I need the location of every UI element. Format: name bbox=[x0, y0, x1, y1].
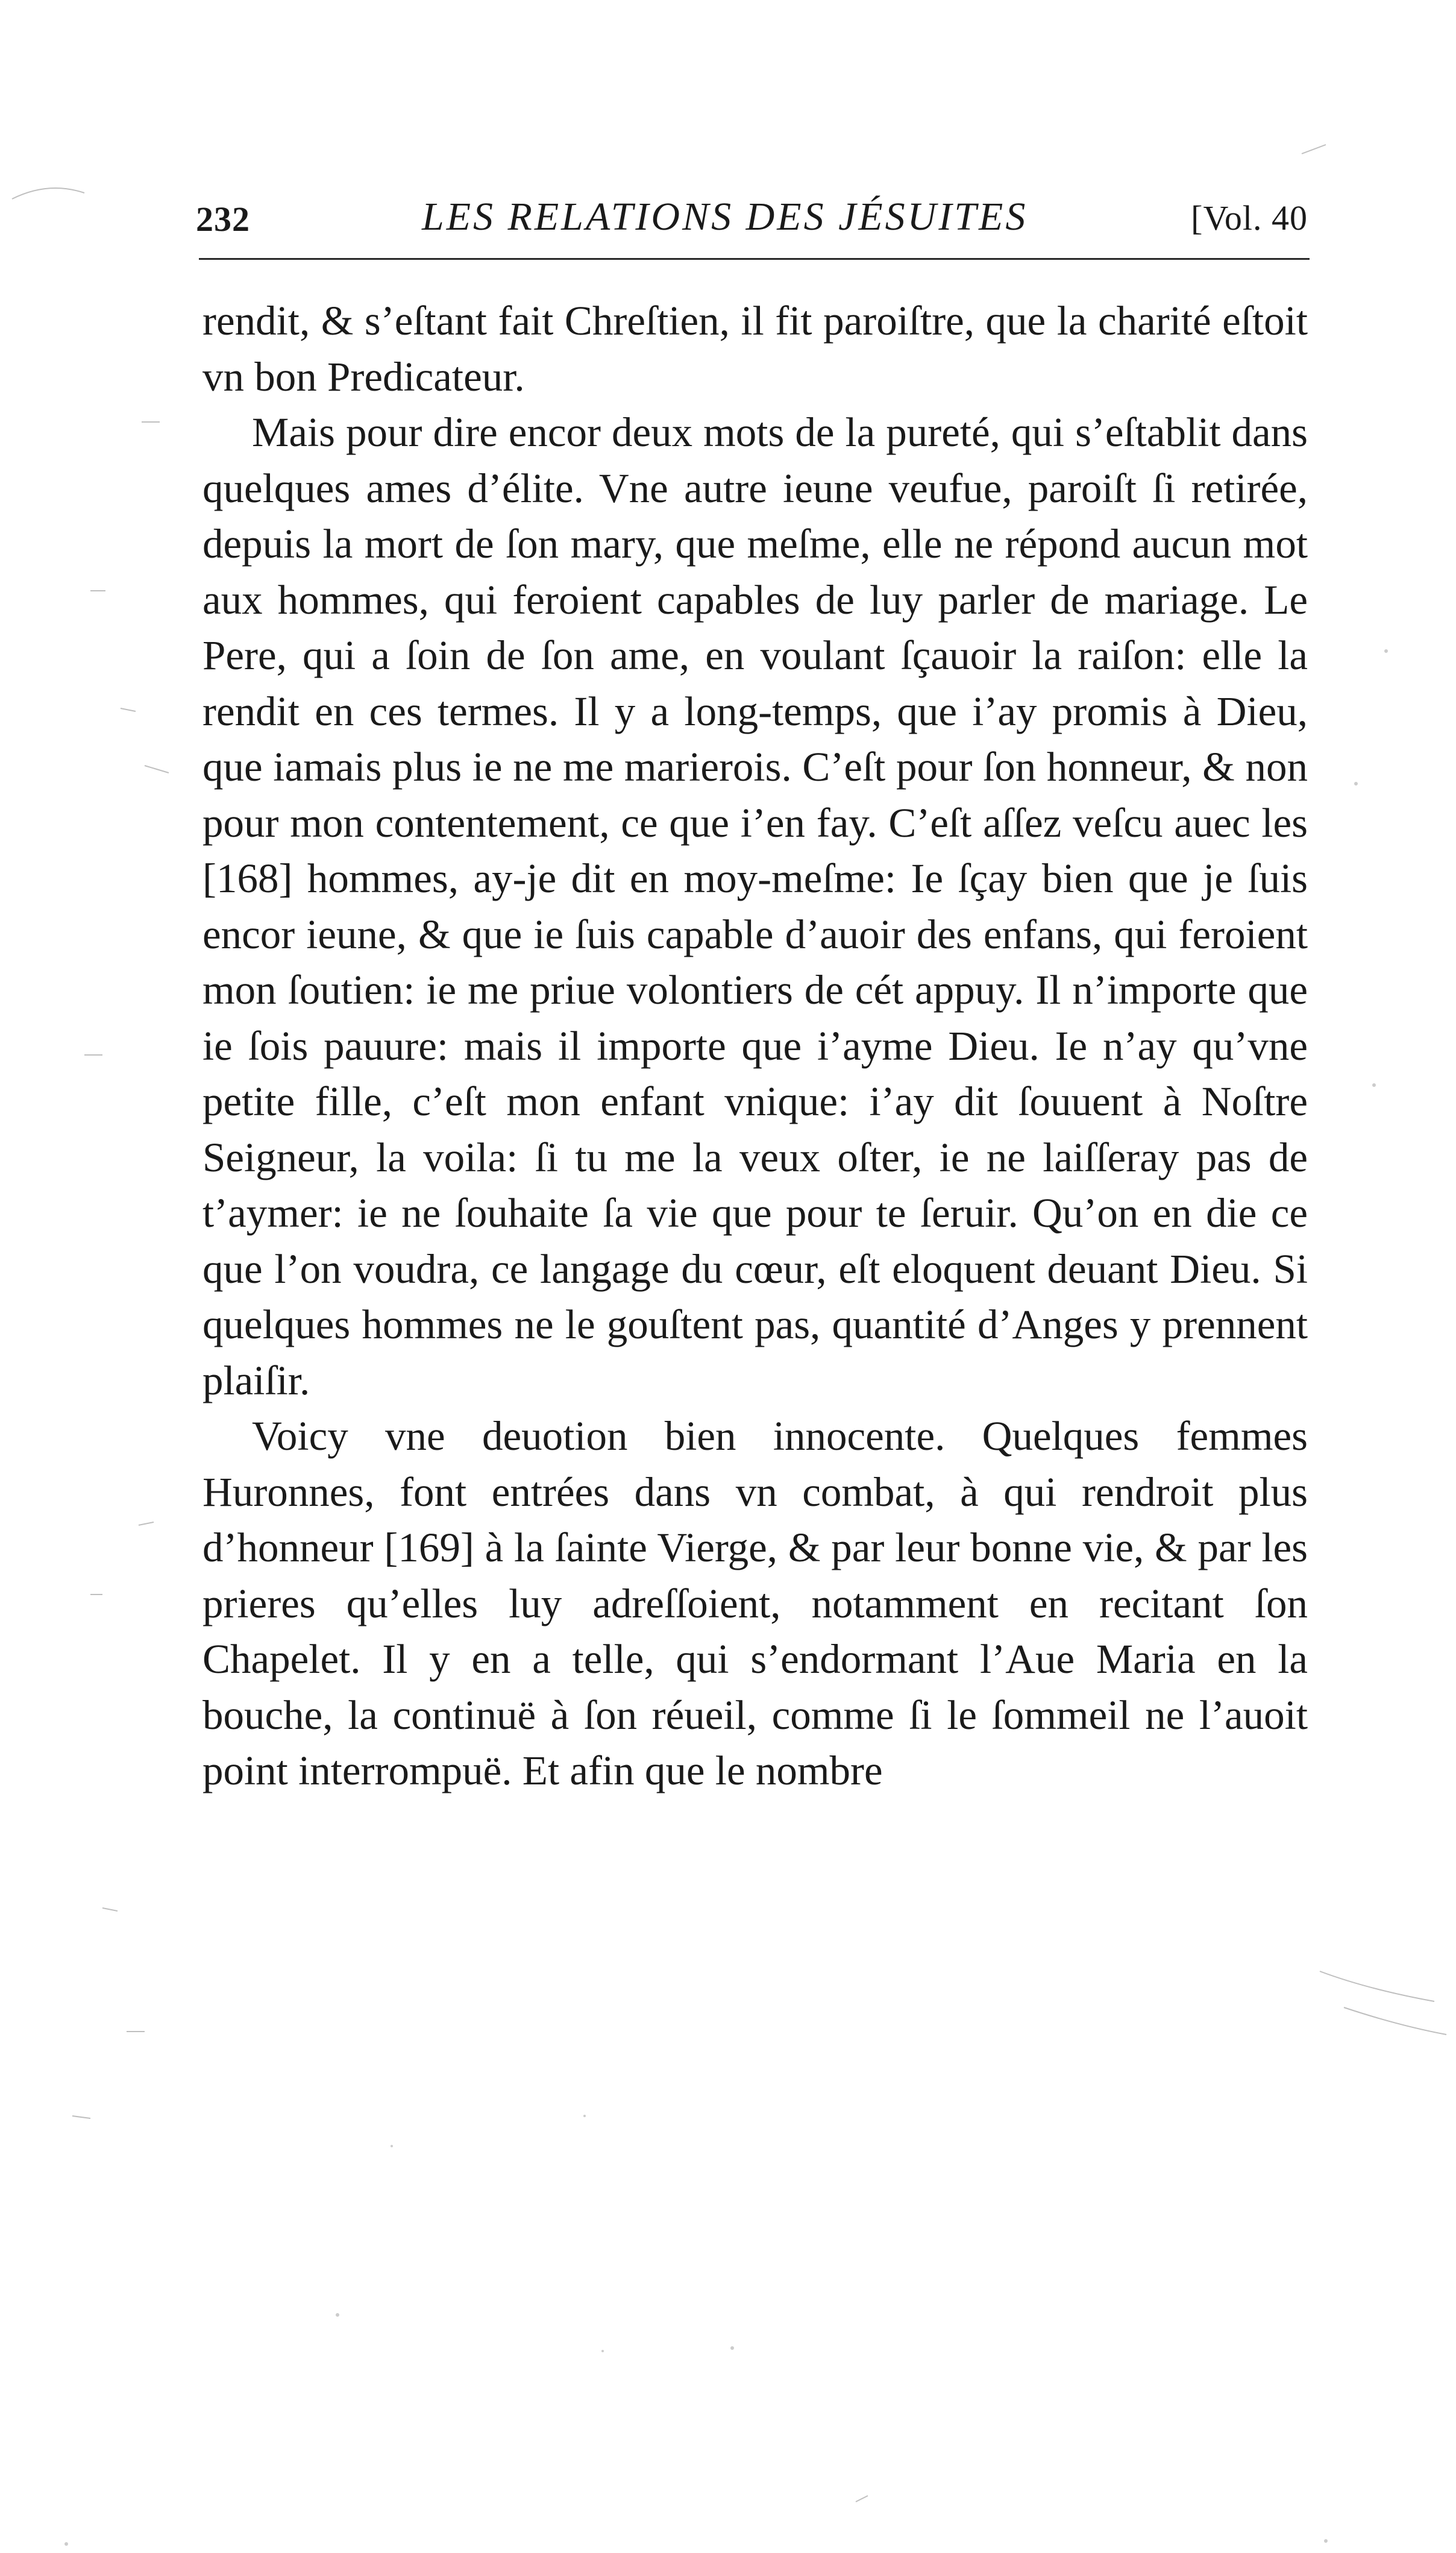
body-text bbox=[202, 293, 1308, 1799]
header-rule bbox=[199, 258, 1310, 260]
volume-reference: [Vol. 40 bbox=[1191, 198, 1308, 238]
paragraph-devotion: Voicy vne deuotion bien innocente. Quelques femmes Huronnes, font entrées dans vn combat, à qui rendroit plus d’honneur [169] à la ſainte Vierge, & par leur bonne vie, & par les prieres qu’elles luy adreſſoient, notamment en recitant ſon Chapelet. Il y en a telle, qui s’endormant l’Aue Maria en la bouche, la continuë à ſon réueil, comme ſi le ſommeil ne l’auoit point interrompuë. Et afin que le nombre bbox=[202, 1413, 1308, 1793]
paragraph-purity: Mais pour dire encor deux mots de la pureté, qui s’eſtablit dans quelques ames d’élite. Vne autre ieune veufue, paroiſt ſi retirée, depuis la mort de ſon mary, que meſme, elle ne répond aucun mot aux hommes, qui feroient capables de luy parler de mariage. Le Pere, qui a ſoin de ſon ame, en voulant ſçauoir la raiſon: elle la rendit en ces termes. Il y a long-temps, que i’ay promis à Dieu, que iamais plus ie ne me marierois. C’eſt pour ſon honneur, & non pour mon contentement, ce que i’en fay. C’eſt aſſez veſcu auec les [168] hommes, ay-je dit en moy-meſme: Ie ſçay bien que je ſuis encor ieune, & que ie ſuis capable d’auoir des enfans, qui feroient mon ſoutien: ie me priue volontiers de cét appuy. Il n’importe que ie ſois pauure: mais il importe que i’ayme Dieu. Ie n’ay qu’vne petite fille, c’eſt mon enfant vnique: i’ay dit ſouuent à Noſtre Seigneur, la voila: ſi tu me la veux oſter, ie ne laiſſeray pas de t’aymer: ie ne ſouhaite ſa vie que pour te ſeruir. Qu’on en die ce que l’on voudra, ce langage du cœur, eſt eloquent deuant Dieu. Si quelques hommes ne le gouſtent pas, quantité d’Anges y prennent plaiſir. bbox=[202, 409, 1308, 1403]
running-head bbox=[196, 194, 1308, 248]
running-title: LES RELATIONS DES JÉSUITES bbox=[422, 195, 1028, 239]
paragraph-continuation: rendit, & s’eſtant fait Chreſtien, il fit paroiſtre, que la charité eſtoit vn bon Predicateur. bbox=[202, 298, 1308, 400]
page-number: 232 bbox=[196, 200, 250, 239]
